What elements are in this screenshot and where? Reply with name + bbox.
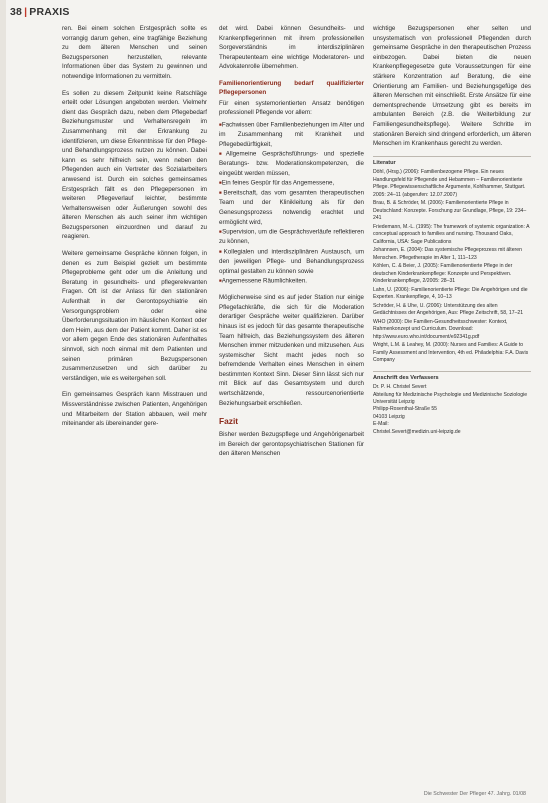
subheading: Familienorientierung bedarf qualifizierter Pflegepersonen [219, 79, 364, 97]
page-footer: Die Schwester Der Pfleger 47. Jahrg. 01/08 [423, 791, 526, 797]
author-email: Christel.Severt@medizin.uni-leipzig.de [373, 428, 461, 435]
header-separator: | [24, 6, 28, 18]
literature-heading: Literatur [373, 159, 396, 166]
reference-item: WHO (2000): Die Familien-Gesundheitsschwester: Kontext, Rahmenkonzept und Curriculum. Download: http://www.euro.who.int/document/e92341g.pdf [373, 318, 508, 340]
list-item: ■ Allgemeine Gesprächsführungs- und spezielle Beratungs- bzw. Moderationskompetenzen, die eingeübt werden müssen, [219, 149, 364, 178]
paragraph: Bisher werden Bezugspflege und Angehörigenarbeit im Bereich der gerontopsychiatrischen Stationen für den älteren Menschen [219, 431, 364, 458]
author-line: Abteilung für Medizinische Psychologie und Medizinische Soziologie [373, 391, 528, 398]
list-item: ■ Supervision, um die Gesprächsverläufe reflektieren zu können, [219, 227, 364, 247]
author-line: 04103 Leipzig [373, 413, 405, 420]
reference-item: Brau, B. & Schröder, M. (2006): Familienorientierte Pflege in Deutschland: Konzepte. Forschung zur Grundlage, Pflege, 19: 234–241 [373, 200, 527, 222]
paragraph: det wird. Dabei können Gesundheits- und Krankenpflegerinnen mit ihrem professionellen Sorgeverständnis im interdisziplinären Therapeutenteam eine wichtige Moderatoren- und Advokatenrolle übernehmen. [219, 25, 364, 71]
section-heading: Fazit [219, 416, 239, 427]
page-edge-shadow [0, 0, 6, 803]
literature-box [373, 156, 531, 365]
paragraph: wichtige Bezugspersonen eher selten und unsystematisch von professionell Pflegenden durch gemeinsame Gespräche in den therapeutischen Prozess einbezogen. Dabei bieten die neuen Krankenpflegegesetze gute Voraussetzungen für eine stärkere Konzentration auf Beratung, die eine Orientierung am Familien- und Beziehungsgefüge des älteren Menschen mit einschließt. Erste Ansätze für eine dementsprechende Umsetzung gibt es bereits im ambulanten Bereich (z.B. die Weiterbildung zur Familiengesundheitspflege). Weitere Schritte im stationären Bereich sind dringend erforderlich, um älteren Menschen im Krankenhaus gerecht zu werden. [373, 25, 531, 148]
author-line: Philipp-Rosenthal-Straße 55 [373, 406, 437, 413]
requirements-list [219, 120, 364, 286]
reference-item: Friedemann, M.-L. (1995): The framework of systemic organization: A conceptual approach to families and nursing. Thousand Oaks, California, USA: Sage Publications [373, 223, 530, 245]
page-header [10, 6, 70, 18]
list-item: ■ Fachwissen über Familienbeziehungen im Alter und im Zusammenhang mit Krankheit und Pflegebedürftigkeit, [219, 120, 364, 149]
list-item: ■ Bereitschaft, das vom gesamten therapeutischen Team und der Klinikleitung als für den Genesungsprozess notwendig erachtet und ermöglicht wird, [219, 188, 364, 227]
author-line: Universität Leipzig [373, 398, 415, 405]
reference-item: Johannsen, E. (2004): Das systemische Pflegeprozess mit älteren Menschen. Pflegetherapie im Alter 1, 111–123 [373, 247, 522, 261]
paragraph: Weitere gemeinsame Gespräche können folgen, in denen es zum Beispiel gezielt um bestimmte Pflegeprobleme geht oder um die Anleitung und Beratung in gesundheits- und pflegerelevanten Fragen. Oft ist der Anlass für den stationären Aufenthalt in der Gerontopsychiatrie ein Versorgungsproblem oder eine Überforderungssituation im häuslichen Kontext oder dem Heim, aus dem der Patient kommt. Daher ist es vor allem gegen Ende des stationären Aufenthaltes sinnvoll, sich noch einmal mit dem Patienten und seinen primären Bezugspersonen zusammenzusetzen und sich darüber zu verständigen, wie es weitergehen soll. [62, 250, 207, 382]
author-heading: Anschrift des Verfassers [373, 374, 439, 381]
paragraph: ren. Bei einem solchen Erstgespräch sollte es vorrangig darum gehen, eine tragfähige Beziehung zu dem älteren Menschen und seinen Bezugspersonen herzustellen, relevante Informationen über das System zu gewinnen und notwendige Informationen zu vermitteln. [62, 25, 207, 80]
column-1 [62, 24, 207, 436]
paragraph: Für einen systemorientierten Ansatz benötigen professionell Pflegende vor allem: [219, 99, 364, 117]
column-3 [373, 24, 531, 436]
section-name: PRAXIS [29, 6, 70, 18]
author-box [373, 371, 531, 436]
paragraph: Ein gemeinsames Gespräch kann Misstrauen und Missverständnisse zwischen Patienten, Angehörigen und Mitarbeitern der Station abbauen, weil mehr miteinander als übereinander gere- [62, 391, 207, 428]
author-line: E-Mail: [373, 421, 389, 428]
reference-item: Lahn, U. (2006): Familienorientierte Pflege: Die Angehörigen und die Experten. Krankenpflege, 4, 10–13 [373, 286, 528, 301]
author-line: Dr. P. H. Christel Severt [373, 384, 427, 391]
reference-item: Köhlen, C. & Beier, J. (2005): Familienorientierte Pflege in der deutschen Kinderkrankenpflege: Konzepte und Perspektiven. Kinderkrankenpflege, 2/2005: 28–31 [373, 263, 513, 285]
list-item: ■ Ein feines Gespür für das Angemessene, [219, 178, 364, 188]
reference-item: Wright, L.M. & Leahey, M. (2000): Nurses and Families: A Guide to Family Assessment and Intervention, 4th ed. Philadelphia: F.A. Davis Company [373, 342, 529, 364]
column-2 [219, 24, 364, 466]
reference-item: Döhl, (Hrsg.) (2006): Familienbezogene Pflege. Ein neues Handlungsfeld für Pflegende und Hebammen – Familienorientierte Pflege. Pflegewissenschaftliche Argumente, Kohlhammer, Stuttgart. 2005: 24–11 (abgerufen: 12.07.2007) [373, 169, 526, 198]
page-number: 38 [10, 6, 23, 18]
paragraph: Es sollen zu diesem Zeitpunkt keine Ratschläge erteilt oder Lösungen angeboten werden. Vielmehr dient das Gespräch dazu, neben dem Pflegebedarf Beziehungsmuster und Verhaltensregeln im Zusammenhang mit der Erkrankung zu identifizieren, um diese Erkenntnisse für den Pflege- und Behandlungsprozess nutzen zu können. Dabei kann es sehr hilfreich sein, wenn neben den Pflegenden auch ein Vertreter des Sozialarbeiters anwesend ist. Durch ein solches gemeinsames Erstgespräch fällt es den Pflegepersonen im weiteren Pflegeverlauf leichter, bestimmte Verhaltensweisen oder Äußerungen sowohl des älteren Menschen als auch seiner ihm wichtigen Bezugspersonen einzuordnen und darauf zu reagieren. [62, 89, 207, 241]
reference-item: Schröder, H. & Uhe, U. (2006): Unterstützung des alten Gedächtnisses der Angehörigen, Aus: Pflege Zeitschrift, 58, 17–21 [373, 302, 524, 317]
list-item: ■ Angemessene Räumlichkeiten. [219, 276, 364, 286]
paragraph: Möglicherweise sind es auf jeder Station nur einige Pflegefachkräfte, die sich für die Moderation derartiger Gespräche weiter qualifizieren. Darüber hinaus ist es jedoch für das gesamte therapeutische Team hilfreich, das Beziehungssystem des älteren Menschen immer mitzudenken und mitzusehen. Aus systemischer Sicht macht jedes noch so befremdende Verhalten eines Menschen in einem bestimmten Kontext Sinn. Dieser Sinn lässt sich nur mit Blick auf das Gesamtsystem und durch wertschätzende, ressourcenorientierte Beziehungsarbeit erschließen. [219, 294, 364, 407]
list-item: ■ Kollegialen und interdisziplinären Austausch, um den jeweiligen Pflege- und Behandlungsprozess optimal gestalten zu können sowie [219, 247, 364, 276]
